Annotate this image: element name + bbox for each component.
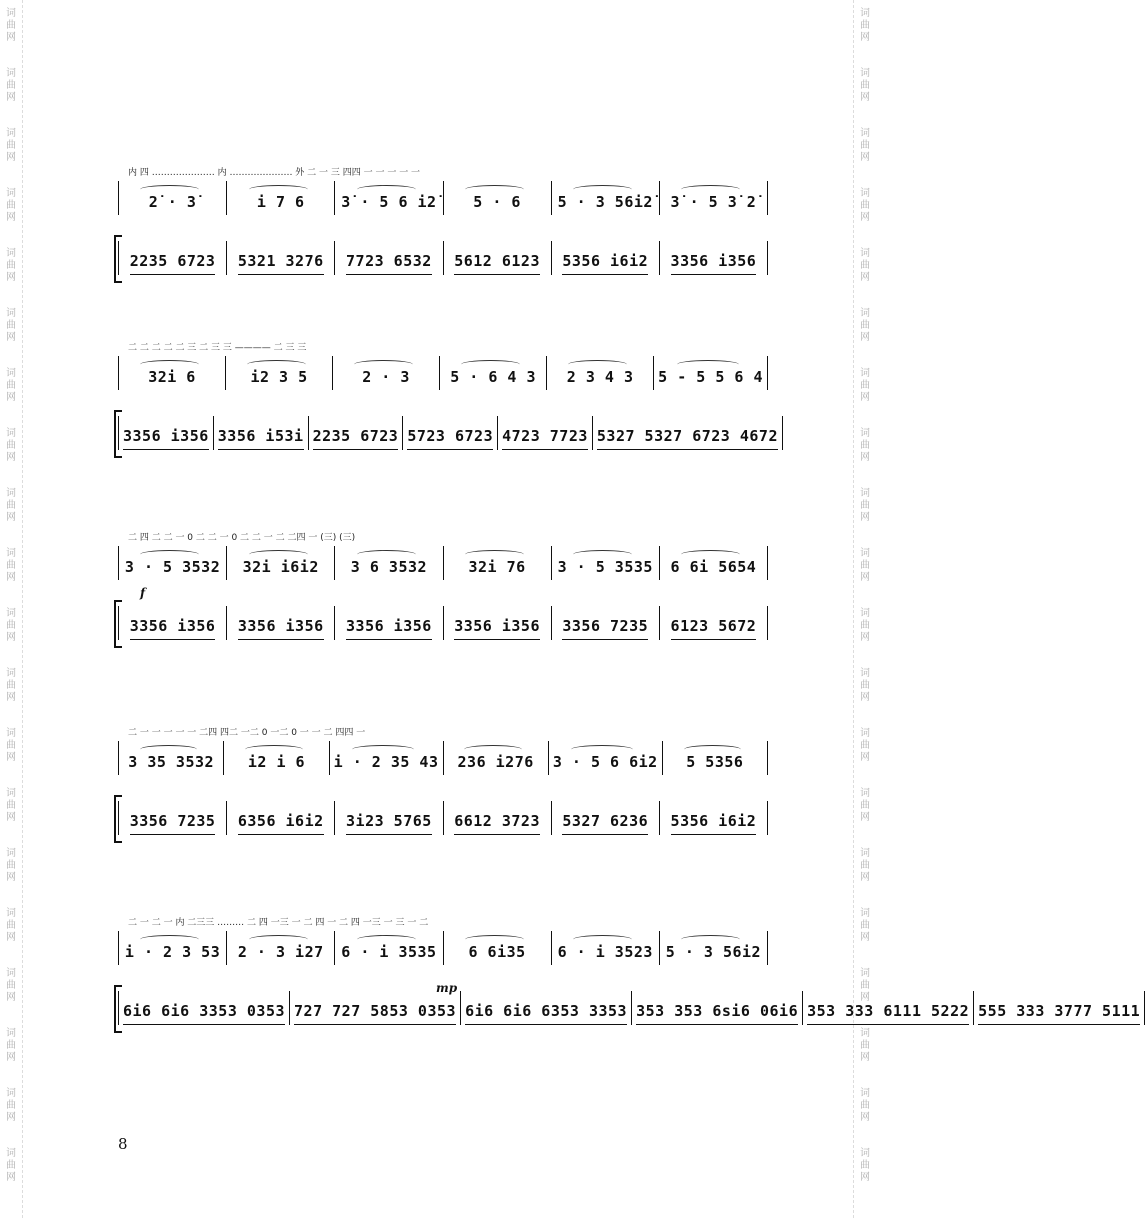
melody-notes: 32i 76 [468,558,526,576]
melody-measure [119,356,226,390]
accompaniment-notes: 2235 6723 [130,252,216,275]
melody-notes: i2 3 5 [250,368,308,386]
accompaniment-notes: 2235 6723 [313,427,399,450]
melody-notes: 32i i6i2 [242,558,319,576]
melody-measure [547,356,654,390]
watermark-stamp: 词 曲 网 [6,908,16,943]
melody-notes: 236 i276 [457,753,534,771]
watermark-stamp: 词 曲 网 [860,428,870,463]
melody-measure [552,546,660,580]
slur-mark [461,360,519,369]
melody-measure [660,546,768,580]
watermark-stamp: 词 曲 网 [860,248,870,283]
accompaniment-measure [335,606,443,640]
slur-mark [249,185,308,194]
accompaniment-notes: 3356 i356 [123,427,209,450]
melody-measure [227,546,335,580]
watermark-stamp: 词 曲 网 [6,428,16,463]
system-bracket [114,985,122,1033]
melody-measure [440,356,547,390]
watermark-stamp: 词 曲 网 [860,68,870,103]
accompaniment-measure [660,241,768,275]
melody-notes: i · 2 3 53 [124,943,221,961]
accompaniment-line [118,606,768,640]
slur-mark [465,550,524,559]
melody-notes: i2 i 6 [247,753,306,771]
melody-notes: 3 · 5 6 6i2 [552,753,658,771]
watermark-stamp: 词 曲 网 [6,1088,16,1123]
accompaniment-notes: 5327 5327 6723 4672 [597,427,778,450]
melody-notes: 6 · i 3535 [341,943,437,961]
accompaniment-measure [335,801,443,835]
melody-notes: 2 3 4 3 [566,368,634,386]
system-bracket [114,410,122,458]
watermark-stamp: 词 曲 网 [6,1028,16,1063]
slur-mark [677,360,739,369]
score-system [118,530,768,680]
melody-measure [119,546,227,580]
melody-measure [654,356,768,390]
watermark-stamp: 词 曲 网 [860,188,870,223]
watermark-stamp: 词 曲 网 [6,8,16,43]
melody-notes: 6 6i35 [468,943,526,961]
accompaniment-notes: 3356 i53i [218,427,304,450]
accompaniment-notes: 6i6 6i6 3353 0353 [123,1002,285,1025]
melody-notes: 2 · 3 i27 [237,943,324,961]
accompaniment-notes: 3356 i356 [238,617,324,640]
watermark-stamp: 词 曲 网 [6,728,16,763]
score-system [118,725,768,875]
accompaniment-notes: 3356 i356 [671,252,757,275]
melody-notes: 2̇ · 3̇ [148,193,197,211]
accompaniment-notes: 3i23 5765 [346,812,432,835]
melody-measure [444,181,552,215]
watermark-stamp: 词 曲 网 [860,548,870,583]
melody-notes: i · 2 35 43 [333,753,439,771]
slur-mark [354,360,412,369]
accompaniment-measure [119,991,290,1025]
system-bracket [114,795,122,843]
accompaniment-notes: 5321 3276 [238,252,324,275]
accompaniment-measure [552,801,660,835]
watermark-stamp: 词 曲 网 [6,848,16,883]
slur-mark [684,745,741,754]
melody-measure [444,741,549,775]
melody-notes: 5 - 5 5 6 4 [658,368,763,386]
accompaniment-measure [227,606,335,640]
slur-mark [140,935,199,944]
fingering-annotations: 二 一 一 一 一 一 二四 四二 一二 0 一二 0 一 一 二 四四 一 [128,728,366,738]
accompaniment-measure [119,606,227,640]
melody-measure [552,931,660,965]
slur-mark [681,550,740,559]
accompaniment-measure [119,241,227,275]
accompaniment-notes: 4723 7723 [502,427,588,450]
accompaniment-notes: 5356 i6i2 [671,812,757,835]
slur-mark [247,360,305,369]
accompaniment-measure [498,416,593,450]
accompaniment-measure [552,606,660,640]
watermark-stamp: 词 曲 网 [6,1148,16,1183]
melody-notes: 6 6i 5654 [670,558,757,576]
watermark-stamp: 词 曲 网 [860,608,870,643]
accompaniment-notes: 6612 3723 [454,812,540,835]
accompaniment-notes: 3356 i356 [130,617,216,640]
watermark-stamp: 词 曲 网 [6,488,16,523]
slur-mark [352,745,414,754]
accompaniment-notes: 6356 i6i2 [238,812,324,835]
slur-mark [357,185,416,194]
slur-mark [573,550,632,559]
slur-mark [681,185,740,194]
watermark-stamp: 词 曲 网 [860,128,870,163]
watermark-stamp: 词 曲 网 [860,1028,870,1063]
melody-notes: 5 · 3 56i2 [665,943,762,961]
watermark-stamp: 词 曲 网 [6,548,16,583]
watermark-stamp: 词 曲 网 [6,68,16,103]
accompaniment-notes: 5356 i6i2 [562,252,648,275]
melody-notes: 6 · i 3523 [557,943,653,961]
accompaniment-measure [444,606,552,640]
accompaniment-measure [309,416,404,450]
slur-mark [357,550,416,559]
left-watermark-strip [0,0,23,1218]
watermark-stamp: 词 曲 网 [860,848,870,883]
accompaniment-measure [119,801,227,835]
slur-mark [571,745,633,754]
watermark-stamp: 词 曲 网 [6,968,16,1003]
watermark-stamp: 词 曲 网 [860,968,870,1003]
melody-measure [119,181,227,215]
score-system [118,165,768,315]
watermark-stamp: 词 曲 网 [6,248,16,283]
melody-notes: 3 · 5 3535 [557,558,653,576]
melody-notes: 5 · 6 4 3 [450,368,536,386]
accompaniment-measure [335,241,443,275]
melody-line [118,356,768,390]
melody-measure [444,546,552,580]
melody-notes: 3̇ · 5 3̇ 2̇ [670,193,757,211]
accompaniment-notes: 5327 6236 [562,812,648,835]
melody-measure [224,741,329,775]
slur-mark [465,935,524,944]
watermark-stamp: 词 曲 网 [860,8,870,43]
slur-mark [464,745,521,754]
watermark-stamp: 词 曲 网 [860,488,870,523]
accompaniment-measure [632,991,803,1025]
watermark-stamp: 词 曲 网 [6,668,16,703]
watermark-stamp: 词 曲 网 [860,308,870,343]
melody-measure [444,931,552,965]
accompaniment-notes: 353 353 6si6 06i6 [636,1002,798,1025]
accompaniment-line [118,991,1141,1025]
watermark-stamp: 词 曲 网 [860,908,870,943]
melody-measure [333,356,440,390]
accompaniment-measure [552,241,660,275]
watermark-stamp: 词 曲 网 [860,668,870,703]
accompaniment-notes: 353 333 6111 5222 [807,1002,969,1025]
melody-notes: 3 35 3532 [128,753,215,771]
melody-measure [226,356,333,390]
melody-measure [549,741,663,775]
melody-notes: 3 6 3532 [350,558,428,576]
melody-notes: 3 · 5 3532 [124,558,221,576]
dynamic-marking: mp [436,981,458,995]
melody-measure [330,741,444,775]
slur-mark [573,185,632,194]
accompaniment-line [118,416,778,450]
melody-notes: 5 · 3 56i2̇ [557,193,653,211]
accompaniment-measure [660,606,768,640]
melody-measure [663,741,768,775]
melody-measure [227,931,335,965]
melody-measure [119,931,227,965]
accompaniment-notes: 3356 7235 [562,617,648,640]
accompaniment-measure [974,991,1145,1025]
accompaniment-measure [660,801,768,835]
melody-line [118,931,768,965]
accompaniment-measure [444,241,552,275]
accompaniment-notes: 7723 6532 [346,252,432,275]
score-system [118,340,778,490]
slur-mark [140,745,197,754]
melody-line [118,181,768,215]
watermark-stamp: 词 曲 网 [860,1088,870,1123]
slur-mark [568,360,626,369]
slur-mark [245,745,302,754]
fingering-annotations: 二 一 二 一 内 二三三 ……… 二 四 一三 一 二 四 一 二 四 一三 一 三 一 二 [128,918,429,928]
page-number: 8 [118,1135,128,1153]
slur-mark [140,550,199,559]
fingering-annotations: 内 四 ………………… 内 ………………… 外 二 一 三 四四 一 一 一 一 一 [128,168,421,178]
melody-measure [119,741,224,775]
melody-measure [335,931,443,965]
accompaniment-measure [227,241,335,275]
slur-mark [249,935,308,944]
accompaniment-notes: 5612 6123 [454,252,540,275]
watermark-stamp: 词 曲 网 [6,608,16,643]
right-watermark-strip [853,0,876,1218]
accompaniment-measure [227,801,335,835]
watermark-stamp: 词 曲 网 [6,788,16,823]
accompaniment-measure [593,416,783,450]
melody-measure [552,181,660,215]
melody-notes: 32i 6 [148,368,196,386]
slur-mark [249,550,308,559]
melody-notes: 2 · 3 [362,368,410,386]
fingering-annotations: 二 二 二 二 二 三 二 三 三 ———— 二 三 三 [128,343,307,353]
watermark-stamp: 词 曲 网 [6,188,16,223]
melody-line [118,741,768,775]
accompaniment-measure [214,416,309,450]
accompaniment-notes: 727 727 5853 0353 [294,1002,456,1025]
fingering-annotations: 二 四 二 二 一 0 二 二 一 0 二 二 一 二 二四 一 (三) (三) [128,533,356,543]
watermark-stamp: 词 曲 网 [860,1148,870,1183]
accompaniment-notes: 6i6 6i6 6353 3353 [465,1002,627,1025]
watermark-stamp: 词 曲 网 [6,308,16,343]
slur-mark [357,935,416,944]
melody-measure [335,546,443,580]
slur-mark [465,185,524,194]
melody-measure [660,181,768,215]
accompaniment-notes: 555 333 3777 5111 [978,1002,1140,1025]
accompaniment-notes: 6123 5672 [671,617,757,640]
accompaniment-notes: 3356 i356 [346,617,432,640]
melody-measure [227,181,335,215]
slur-mark [681,935,740,944]
slur-mark [573,935,632,944]
slur-mark [140,185,199,194]
watermark-stamp: 词 曲 网 [6,368,16,403]
accompaniment-notes: 3356 i356 [454,617,540,640]
watermark-stamp: 词 曲 网 [860,728,870,763]
accompaniment-measure [119,416,214,450]
accompaniment-measure [444,801,552,835]
watermark-stamp: 词 曲 网 [860,368,870,403]
accompaniment-notes: 3356 7235 [130,812,216,835]
accompaniment-measure [461,991,632,1025]
melody-notes: 5 5356 [686,753,744,771]
accompaniment-notes: 5723 6723 [407,427,493,450]
system-bracket [114,235,122,283]
melody-measure [660,931,768,965]
slur-mark [140,360,198,369]
melody-notes: 3̇ · 5 6 i2̇ [341,193,437,211]
watermark-stamp: 词 曲 网 [6,128,16,163]
accompaniment-measure [403,416,498,450]
accompaniment-line [118,801,768,835]
accompaniment-measure [290,991,461,1025]
dynamic-marking: f [140,586,146,600]
accompaniment-line [118,241,768,275]
watermark-stamp: 词 曲 网 [860,788,870,823]
system-bracket [114,600,122,648]
melody-measure [335,181,443,215]
melody-notes: 5 · 6 [473,193,521,211]
melody-line [118,546,768,580]
melody-notes: i 7 6 [256,193,305,211]
accompaniment-measure [803,991,974,1025]
